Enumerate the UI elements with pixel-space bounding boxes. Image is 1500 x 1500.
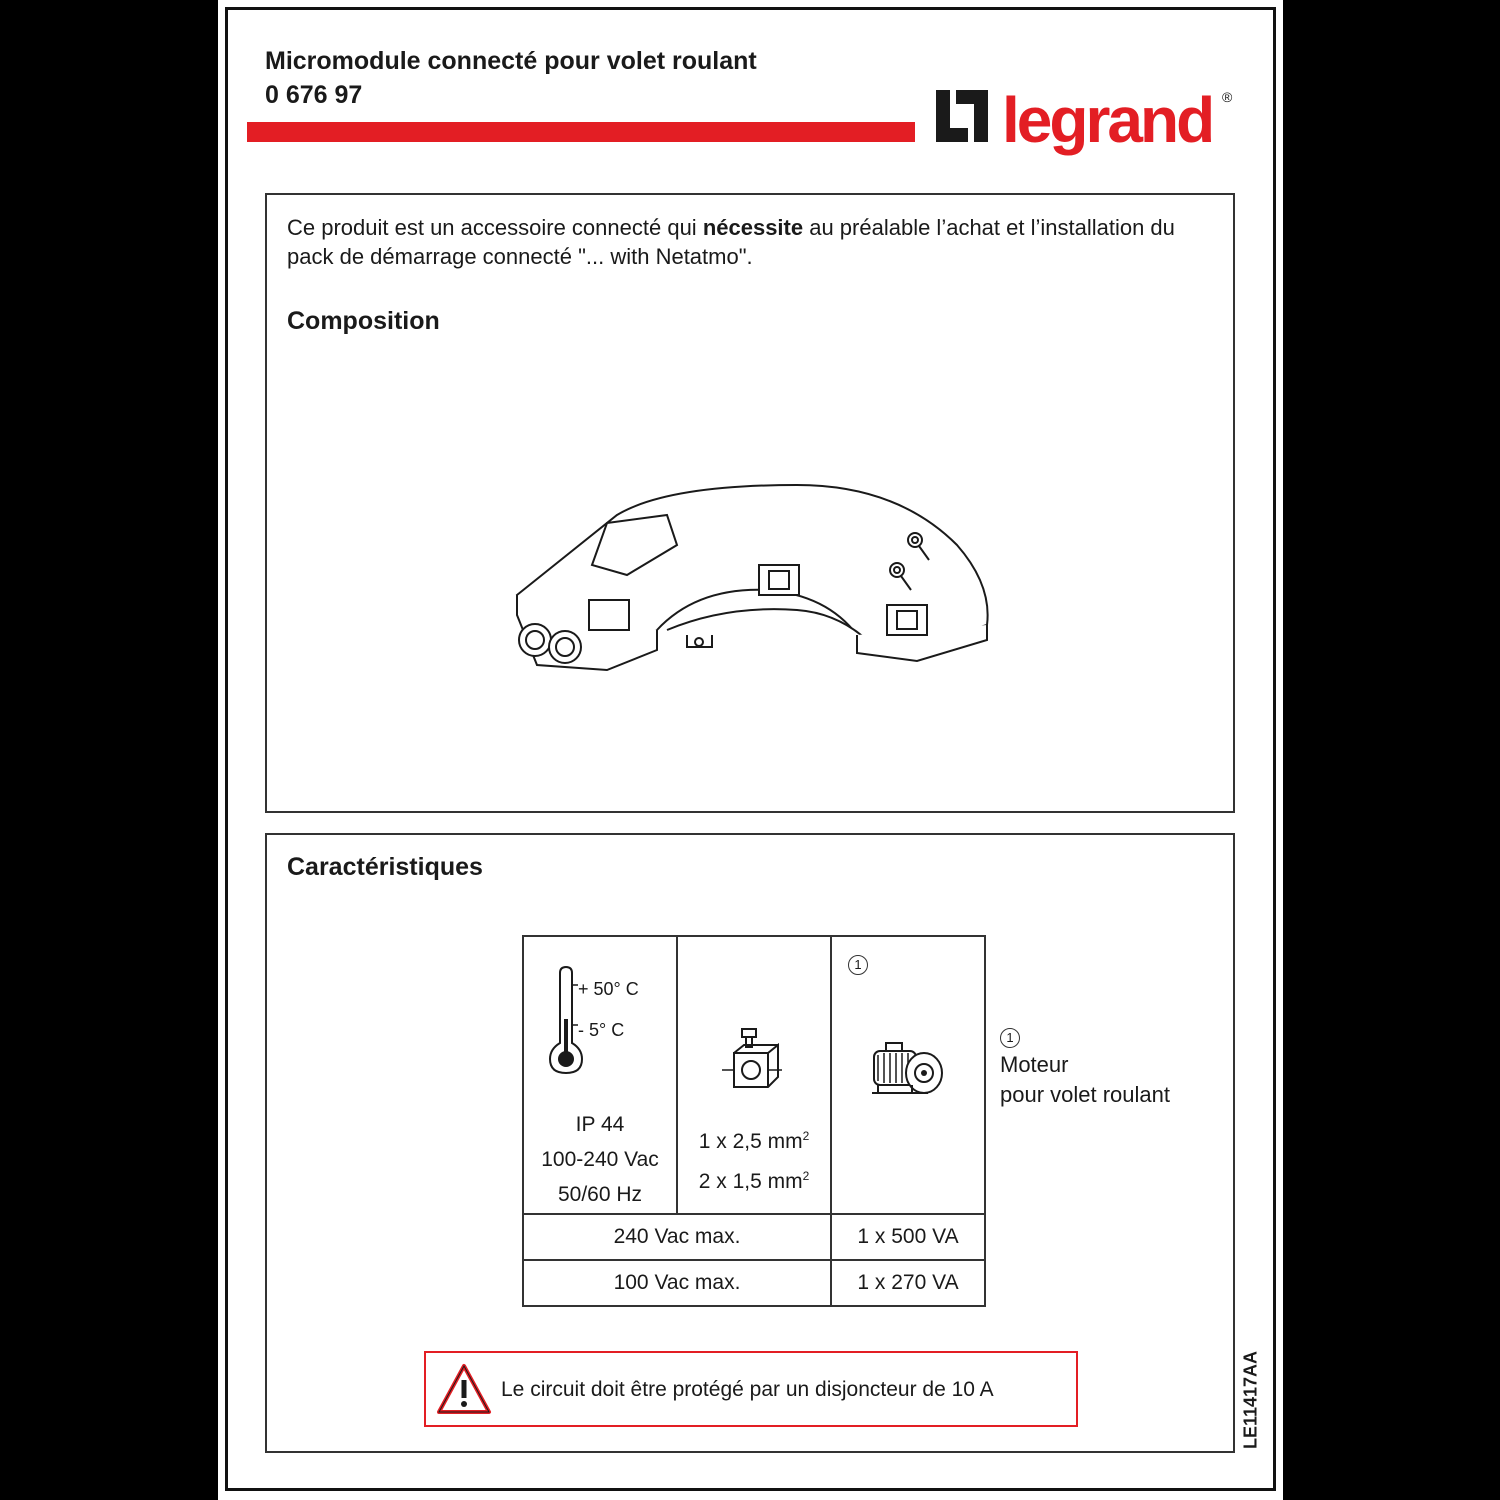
- footnote-line1: Moteur: [1000, 1052, 1069, 1077]
- legrand-logo: [930, 78, 1240, 168]
- row2-voltage: 100 Vac max.: [523, 1260, 831, 1306]
- footnote-line2: pour volet roulant: [1000, 1082, 1170, 1107]
- wire-spec-2: 2 x 1,5 $mm^2$: [698, 1169, 810, 1193]
- motor-icon: [868, 1037, 948, 1101]
- warning-text: Le circuit doit être protégé par un disjoncteur de 10 A: [501, 1378, 994, 1401]
- product-reference: 0 676 97: [265, 81, 363, 109]
- footnote: [1000, 1020, 1170, 1110]
- temp-min: - 5° C: [578, 1020, 625, 1040]
- row1-load: 1 x 500 VA: [831, 1214, 985, 1260]
- table-row: [523, 1260, 985, 1306]
- intro-text: Ce produit est un accessoire connecté qui nécessite au préalable l’achat et l’installation du pack de démarrage connecté "... with Netatmo".: [287, 215, 1175, 269]
- composition-heading: Composition: [287, 307, 440, 335]
- spec-cell-environment: [523, 936, 677, 1214]
- composition-section: [265, 193, 1235, 813]
- footnote-note-marker: 1: [1000, 1028, 1020, 1048]
- product-name: Micromodule connecté pour volet roulant: [265, 47, 757, 75]
- svg-text:®: ®: [1222, 89, 1233, 105]
- title-red-bar: [247, 122, 915, 142]
- warning-box: [424, 1351, 1078, 1427]
- row1-voltage: 240 Vac max.: [523, 1214, 831, 1260]
- caracteristiques-section: [265, 833, 1235, 1453]
- footnote-marker: 1: [848, 955, 868, 975]
- micromodule-drawing: [497, 465, 1007, 685]
- document-code: LE11417AA: [1240, 1350, 1261, 1450]
- page-title: [265, 44, 757, 112]
- warning-triangle-icon: [436, 1363, 492, 1415]
- spec-cell-load-type: [831, 936, 985, 1214]
- frequency: 50/60 Hz: [557, 1183, 643, 1206]
- voltage-range: 100-240 Vac: [541, 1148, 659, 1171]
- wire-spec-1: 1 x 2,5 $mm^2$: [698, 1129, 810, 1153]
- terminal-screw-icon: [722, 1027, 786, 1095]
- ip-rating: IP 44: [575, 1113, 625, 1136]
- caracteristiques-heading: Caractéristiques: [287, 853, 483, 881]
- temp-max: + 50° C: [578, 979, 639, 999]
- svg-text:legrand: legrand: [1002, 84, 1213, 156]
- right-margin: [1283, 0, 1500, 1500]
- left-margin: [0, 0, 218, 1500]
- row2-load: 1 x 270 VA: [831, 1260, 985, 1306]
- table-row: [523, 1214, 985, 1260]
- spec-table: [522, 935, 986, 1307]
- spec-cell-wiring: [677, 936, 831, 1214]
